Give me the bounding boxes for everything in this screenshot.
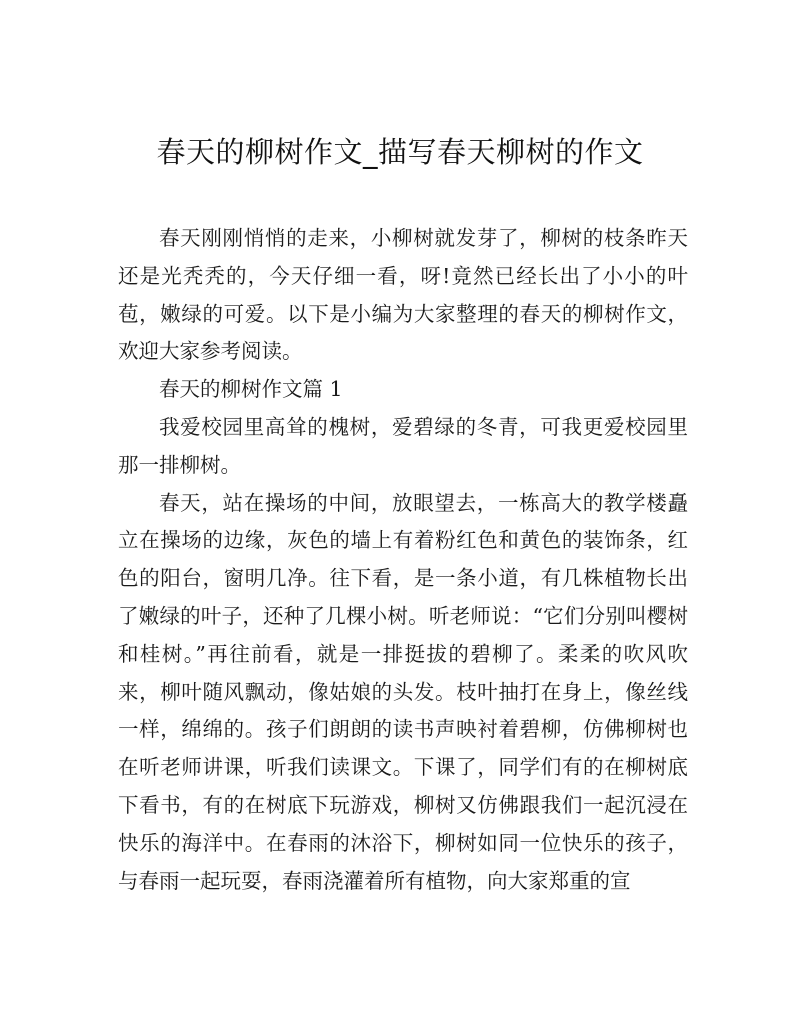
document-body	[118, 220, 688, 900]
intro-paragraph: 春天刚刚悄悄的走来，小柳树就发芽了，柳树的枝条昨天还是光秃秃的，今天仔细一看，呀!竟然已经长出了小小的叶苞，嫩绿的可爱。以下是小编为大家整理的春天的柳树作文，欢迎大家参考阅读。	[118, 226, 688, 364]
body-paragraph-2: 春天，站在操场的中间，放眼望去，一栋高大的教学楼矗立在操场的边缘，灰色的墙上有着粉红色和黄色的装饰条，红色的阳台，窗明几净。往下看，是一条小道，有几株植物长出了嫩绿的叶子，还种了几棵小树。听老师说：“它们分别叫樱树和桂树。”再往前看，就是一排挺拔的碧柳了。柔柔的吹风吹来，柳叶随风飘动，像姑娘的头发。枝叶抽打在身上，像丝线一样，绵绵的。孩子们朗朗的读书声映衬着碧柳，仿佛柳树也在听老师讲课，听我们读课文。下课了，同学们有的在柳树底下看书，有的在树底下玩游戏，柳树又仿佛跟我们一起沉浸在快乐的海洋中。在春雨的沐浴下，柳树如同一位快乐的孩子，与春雨一起玩耍，春雨浇灌着所有植物，向大家郑重的宣	[118, 490, 688, 893]
body-paragraph-1: 我爱校园里高耸的槐树，爱碧绿的冬青，可我更爱校园里那一排柳树。	[118, 414, 688, 477]
document-title: 春天的柳树作文_描写春天柳树的作文	[156, 135, 644, 169]
section-heading: 春天的柳树作文篇 1	[159, 377, 343, 402]
